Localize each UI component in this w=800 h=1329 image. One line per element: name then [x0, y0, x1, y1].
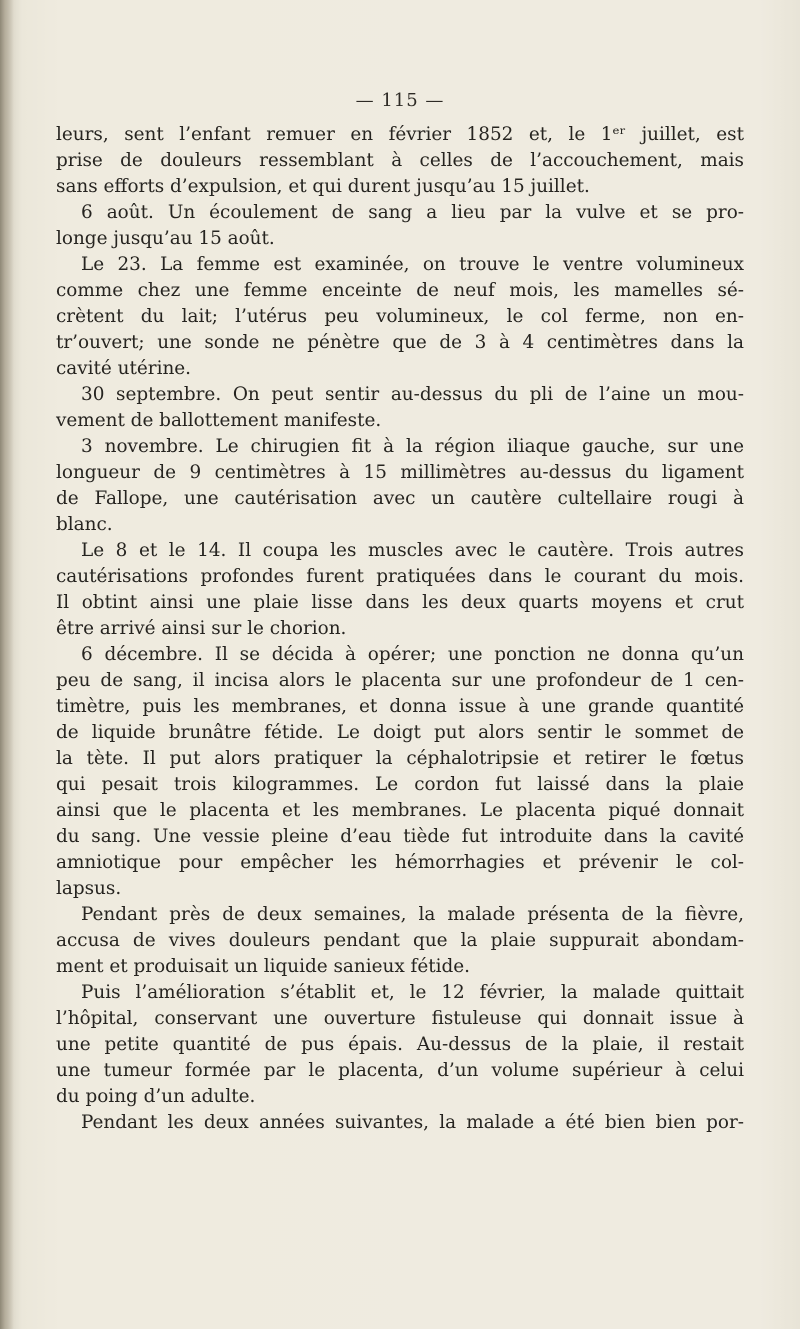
- text-line: 30 septembre. On peut sentir au-dessus du pli de l’aine un mou-: [81, 384, 744, 405]
- text-line: du poing d’un adulte.: [56, 1086, 256, 1107]
- text-line: cavité utérine.: [56, 358, 192, 379]
- text-line: crètent du lait; l’utérus peu volumineux, le col ferme, non en-: [56, 306, 744, 327]
- text-line: cautérisations profondes furent pratiquées dans le courant du mois.: [56, 566, 744, 587]
- text-line: comme chez une femme enceinte de neuf mois, les mamelles sé-: [56, 280, 744, 301]
- text-line: 6 décembre. Il se décida à opérer; une ponction ne donna qu’un: [81, 644, 744, 665]
- text-line: du sang. Une vessie pleine d’eau tiède fut introduite dans la cavité: [56, 826, 744, 847]
- page-number: — 115 —: [355, 90, 445, 111]
- text-line: tr’ouvert; une sonde ne pénètre que de 3 à 4 centimètres dans la: [56, 332, 744, 353]
- text-line: une tumeur formée par le placenta, d’un volume supérieur à celui: [56, 1060, 744, 1081]
- text-line: être arrivé ainsi sur le chorion.: [56, 618, 347, 639]
- text-line: accusa de vives douleurs pendant que la plaie suppurait abondam-: [56, 930, 744, 951]
- text-line: Puis l’amélioration s’établit et, le 12 février, la malade quittait: [81, 982, 744, 1003]
- text-line: longe jusqu’au 15 août.: [56, 228, 275, 249]
- text-line: Il obtint ainsi une plaie lisse dans les deux quarts moyens et crut: [56, 592, 744, 613]
- text-line: blanc.: [56, 514, 113, 535]
- text-line: lapsus.: [56, 878, 122, 899]
- page-binding-edge: [0, 0, 14, 1329]
- text-line: amniotique pour empêcher les hémorrhagies et prévenir le col-: [56, 852, 744, 873]
- text-line: peu de sang, il incisa alors le placenta sur une profondeur de 1 cen-: [56, 670, 744, 691]
- text-line: 6 août. Un écoulement de sang a lieu par la vulve et se pro-: [81, 202, 744, 223]
- text-line: vement de ballottement manifeste.: [56, 410, 382, 431]
- text-line: l’hôpital, conservant une ouverture fistuleuse qui donnait issue à: [56, 1008, 744, 1029]
- text-line: ment et produisait un liquide sanieux fétide.: [56, 956, 471, 977]
- text-line: 3 novembre. Le chirugien fit à la région iliaque gauche, sur une: [81, 436, 744, 457]
- text-line: la tète. Il put alors pratiquer la céphalotripsie et retirer le fœtus: [56, 748, 744, 769]
- text-line: de Fallope, une cautérisation avec un cautère cultellaire rougi à: [56, 488, 744, 509]
- text-line: de liquide brunâtre fétide. Le doigt put alors sentir le sommet de: [56, 722, 744, 743]
- text-line: Pendant près de deux semaines, la malade présenta de la fièvre,: [81, 904, 744, 925]
- text-line: Pendant les deux années suivantes, la malade a été bien bien por-: [81, 1112, 744, 1133]
- text-line: Le 23. La femme est examinée, on trouve le ventre volumineux: [81, 254, 744, 275]
- text-line: prise de douleurs ressemblant à celles de l’accouchement, mais: [56, 150, 744, 171]
- text-line: leurs, sent l’enfant remuer en février 1852 et, le 1ᵉʳ juillet, est: [56, 124, 744, 145]
- text-line: ainsi que le placenta et les membranes. Le placenta piqué donnait: [56, 800, 744, 821]
- text-line: timètre, puis les membranes, et donna issue à une grande quantité: [56, 696, 744, 717]
- text-line: longueur de 9 centimètres à 15 millimètres au-dessus du ligament: [56, 462, 744, 483]
- body-text: [56, 122, 744, 1136]
- text-line: Le 8 et le 14. Il coupa les muscles avec le cautère. Trois autres: [81, 540, 744, 561]
- text-line: une petite quantité de pus épais. Au-dessus de la plaie, il restait: [56, 1034, 744, 1055]
- text-line: qui pesait trois kilogrammes. Le cordon fut laissé dans la plaie: [56, 774, 744, 795]
- text-line: sans efforts d’expulsion, et qui durent jusqu’au 15 juillet.: [56, 176, 590, 197]
